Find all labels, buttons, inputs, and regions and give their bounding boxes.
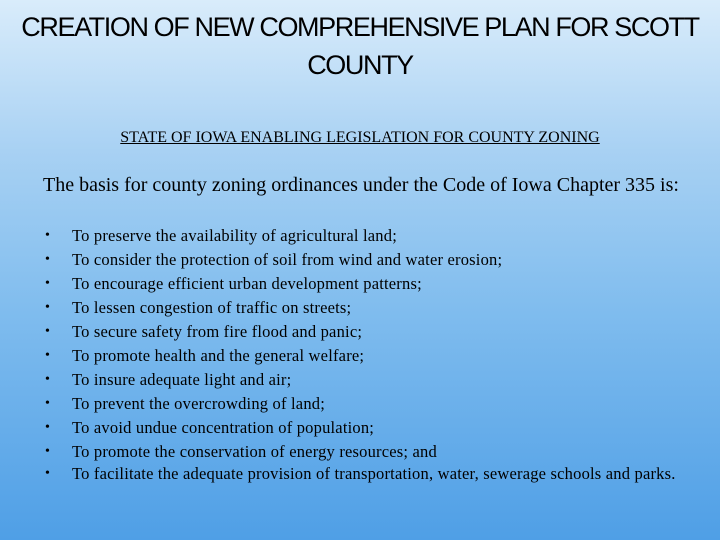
bullet-icon: • <box>45 300 51 315</box>
slide-subtitle: STATE OF IOWA ENABLING LEGISLATION FOR COUNTY ZONING <box>120 129 600 146</box>
list-item <box>0 224 720 248</box>
list-item-text: To promote the conservation of energy resources; and <box>72 442 437 461</box>
slide-title: CREATION OF NEW COMPREHENSIVE PLAN FOR SCOTT COUNTY <box>21 12 699 80</box>
list-item-text: To facilitate the adequate provision of transportation, water, sewerage schools and parks. <box>72 464 676 483</box>
list-item-text: To avoid undue concentration of population; <box>72 418 375 437</box>
list-item-text: To insure adequate light and air; <box>72 370 292 389</box>
intro-paragraph: The basis for county zoning ordinances under the Code of Iowa Chapter 335 is: <box>43 174 679 196</box>
list-item-text: To consider the protection of soil from wind and water erosion; <box>72 250 503 269</box>
list-item <box>0 272 720 296</box>
list-item-text: To encourage efficient urban development patterns; <box>72 274 422 293</box>
list-item <box>0 344 720 368</box>
list-item-text: To lessen congestion of traffic on streets; <box>72 298 352 317</box>
bullet-icon: • <box>45 252 51 267</box>
bullet-icon: • <box>45 324 51 339</box>
list-item <box>0 440 720 464</box>
list-item <box>0 296 720 320</box>
bullet-list <box>0 224 720 483</box>
bullet-icon: • <box>45 228 51 243</box>
list-item-text: To prevent the overcrowding of land; <box>72 394 326 413</box>
list-item <box>0 416 720 440</box>
list-item <box>0 248 720 272</box>
list-item <box>0 464 720 483</box>
list-item-text: To promote health and the general welfare; <box>72 346 365 365</box>
list-item <box>0 368 720 392</box>
bullet-icon: • <box>45 444 51 459</box>
bullet-icon: • <box>45 276 51 291</box>
bullet-icon: • <box>45 372 51 387</box>
bullet-icon: • <box>45 348 51 363</box>
list-item <box>0 320 720 344</box>
list-item-text: To preserve the availability of agricultural land; <box>72 226 397 245</box>
list-item <box>0 392 720 416</box>
bullet-icon: • <box>45 466 51 481</box>
bullet-icon: • <box>45 420 51 435</box>
bullet-icon: • <box>45 396 51 411</box>
list-item-text: To secure safety from fire flood and panic; <box>72 322 363 341</box>
